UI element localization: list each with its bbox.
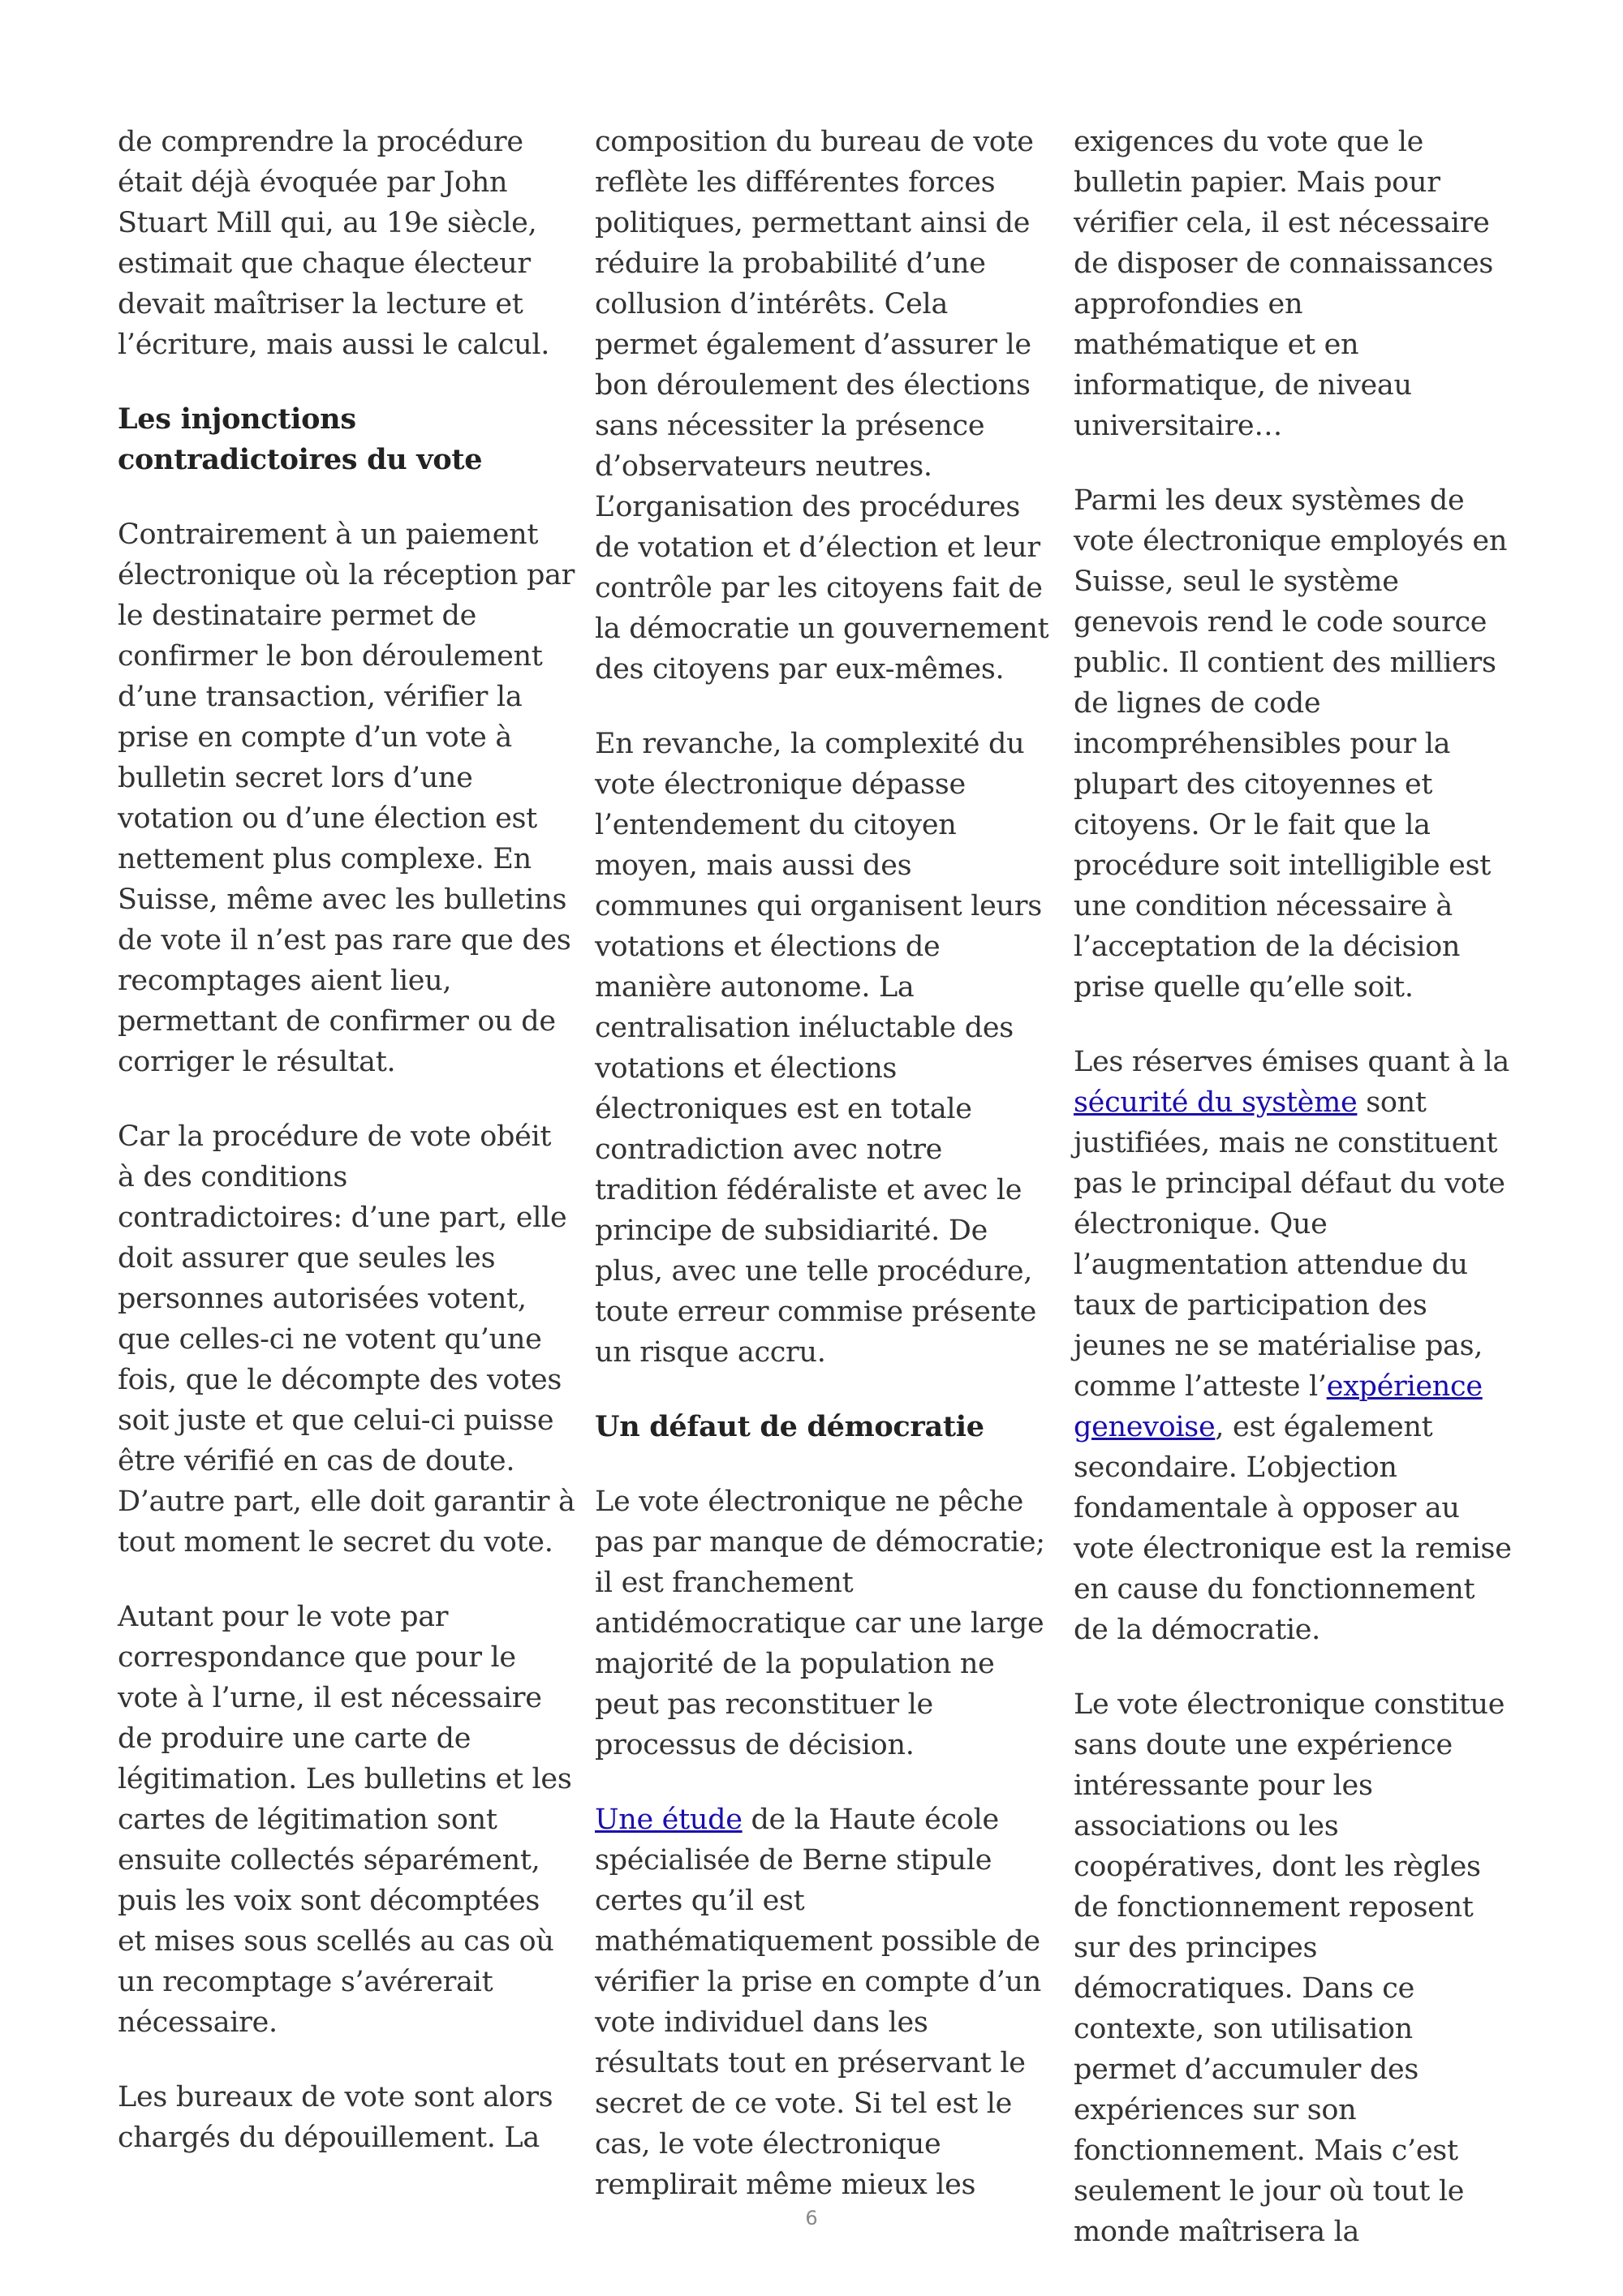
paragraph: Car la procédure de vote obéit à des conditions contradictoires: d’une part, elle doit assurer que seules les personnes autorisées votent, que celles-ci ne votent qu’une fois, que le décompte des votes soit juste et que celui-ci puisse être vérifié en cas de doute. D’autre part, elle doit garantir à tout moment le secret du vote. bbox=[118, 1120, 575, 1559]
paragraph bbox=[1074, 1042, 1516, 1650]
paragraph: Autant pour le vote par correspondance que pour le vote à l’urne, il est nécessaire de produire une carte de légitimation. Les bulletins et les cartes de légitimation sont ensuite collectés séparément, puis les voix sont décomptées et mises sous scellés au cas où un recomptage s’avérerait nécessaire. bbox=[118, 1601, 572, 2039]
page-number: 6 bbox=[805, 2207, 818, 2229]
paragraph-text: Les réserves émises quant à la bbox=[1074, 1046, 1509, 1078]
section-heading: Les injonctions contradictoires du vote bbox=[118, 402, 483, 476]
paragraph-text: sont justifiées, mais ne constituent pas le principal défaut du vote électronique. Que l’augmentation attendue du taux de participation des jeunes ne se matérialise pas, comme l’atteste l’ bbox=[1074, 1086, 1505, 1403]
system-security-link[interactable]: sécurité du système bbox=[1074, 1086, 1358, 1119]
paragraph: En revanche, la complexité du vote électronique dépasse l’entendement du citoyen moyen, mais aussi des communes qui organisent leurs votations et élections de manière autonome. La centralisation inéluctable des votations et élections électroniques est en totale contradiction avec notre tradition fédéraliste et avec le principe de subsidiarité. De plus, avec une telle procédure, toute erreur commise présente un risque accru. bbox=[595, 728, 1042, 1369]
paragraph-text: , est également secondaire. L’objection fondamentale à opposer au vote électronique est la remise en cause du fonctionnement de la démocratie. bbox=[1074, 1411, 1512, 1646]
paragraph: composition du bureau de vote reflète les différentes forces politiques, permettant ainsi de réduire la probabilité d’une collusion d’intérêts. Cela permet également d’assurer le bon déroulement des élections sans nécessiter la présence d’observateurs neutres. L’organisation des procédures de votation et d’élection et leur contrôle par les citoyens fait de la démocratie un gouvernement des citoyens par eux-mêmes. bbox=[595, 126, 1049, 686]
study-link[interactable]: Une étude bbox=[595, 1804, 743, 1836]
paragraph bbox=[595, 1799, 1049, 2205]
paragraph: de comprendre la procédure était déjà évoquée par John Stuart Mill qui, au 19e siècle, estimait que chaque électeur devait maîtriser la lecture et l’écriture, mais aussi le calcul. bbox=[118, 126, 550, 361]
paragraph: Parmi les deux systèmes de vote électronique employés en Suisse, seul le système genevois rend le code source public. Il contient des milliers de lignes de code incompréhensibles pour la plupart des citoyennes et citoyens. Or le fait que la procédure soit intelligible est une condition nécessaire à l’acceptation de la décision prise quelle qu’elle soit. bbox=[1074, 484, 1508, 1004]
text-column-3 bbox=[1074, 122, 1516, 2286]
paragraph-text: de la Haute école spécialisée de Berne stipule certes qu’il est mathématiquement possible de vérifier la prise en compte d’un vote individuel dans les résultats tout en préservant le secret de ce vote. Si tel est le cas, le vote électronique remplirait même mieux les bbox=[595, 1804, 1042, 2201]
geneva-experience-link[interactable]: expérience genevoise bbox=[1074, 1370, 1483, 1443]
text-column-2 bbox=[595, 122, 1049, 2239]
section-heading: Un défaut de démocratie bbox=[595, 1410, 984, 1443]
paragraph: Contrairement à un paiement électronique où la réception par le destinataire permet de confirmer le bon déroulement d’une transaction, vérifier la prise en compte d’un vote à bulletin secret lors d’une votation ou d’une élection est nettement plus complexe. En Suisse, même avec les bulletins de vote il n’est pas rare que des recomptages aient lieu, permettant de confirmer ou de corriger le résultat. bbox=[118, 518, 575, 1078]
paragraph: Le vote électronique ne pêche pas par manque de démocratie; il est franchement antidémocratique car une large majorité de la population ne peut pas reconstituer le processus de décision. bbox=[595, 1486, 1045, 1761]
paragraph: Les bureaux de vote sont alors chargés du dépouillement. La bbox=[118, 2081, 553, 2154]
text-column-1 bbox=[118, 122, 576, 2192]
paragraph: Le vote électronique constitue sans doute une expérience intéressante pour les associations ou les coopératives, dont les règles de fonctionnement reposent sur des principes démocratiques. Dans ce contexte, son utilisation permet d’accumuler des expériences sur son fonctionnement. Mais c’est seulement le jour où tout le monde maîtrisera la bbox=[1074, 1688, 1505, 2248]
paragraph: exigences du vote que le bulletin papier. Mais pour vérifier cela, il est nécessaire de disposer de connaissances approfondies en mathématique et en informatique, de niveau universitaire… bbox=[1074, 126, 1494, 442]
